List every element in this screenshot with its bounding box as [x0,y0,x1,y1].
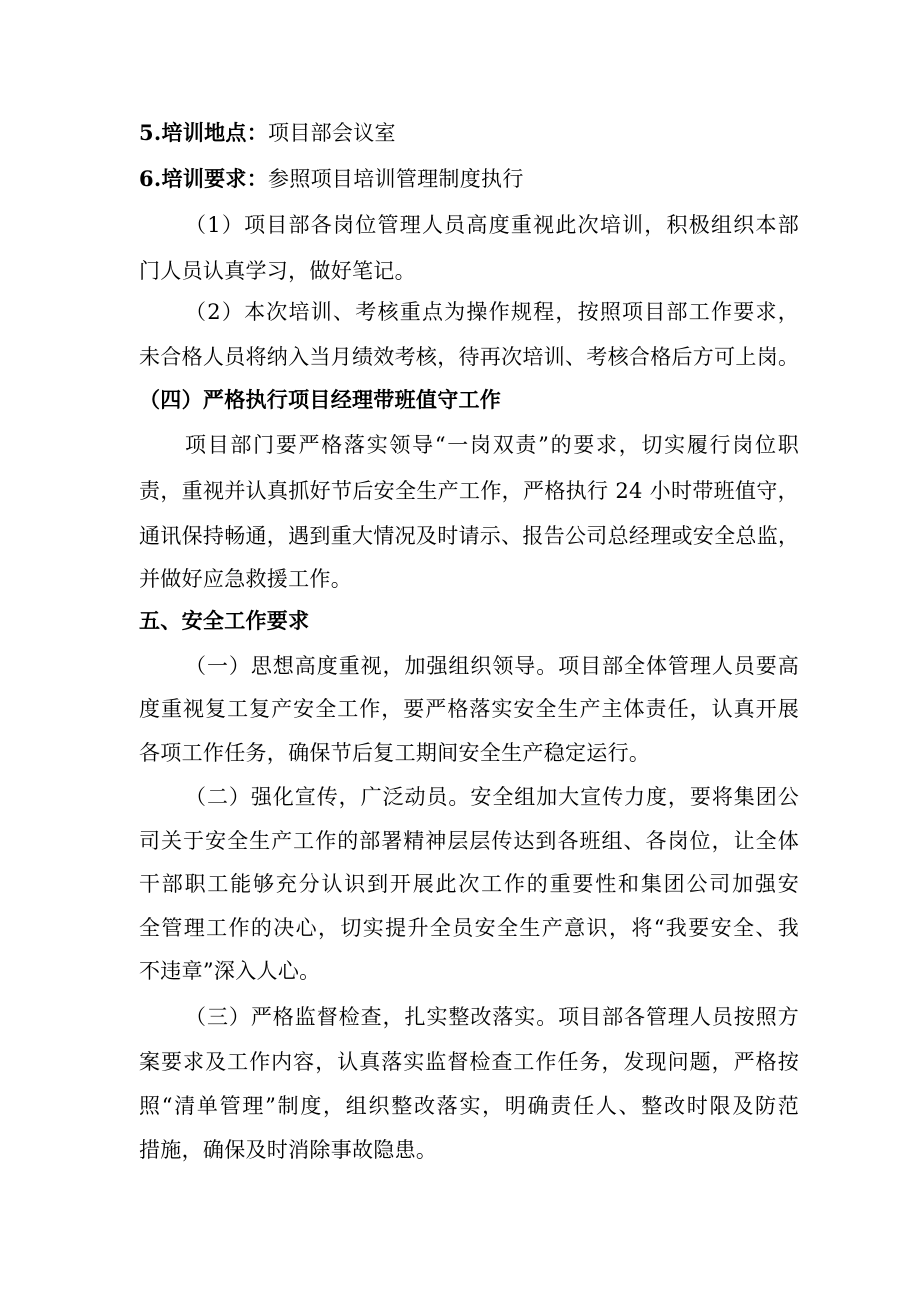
item-label: 5.培训地点： [139,120,269,145]
paragraph-line: （三）严格监督检查，扎实整改落实。项目部各管理人员按照方 [185,1005,799,1029]
paragraph-line: 司关于安全生产工作的部署精神层层传达到各班组、各岗位，让全体 [139,829,799,853]
paragraph-line: 未合格人员将纳入当月绩效考核，待再次培训、考核合格后方可上岗。 [139,345,800,369]
paragraph-line: （2）本次培训、考核重点为操作规程，按照项目部工作要求， [185,300,799,324]
paragraph-line: 干部职工能够充分认识到开展此次工作的重要性和集团公司加强安 [139,872,799,896]
paragraph-line: 措施，确保及时消除事故隐患。 [139,1138,438,1162]
section-heading: 五、安全工作要求 [139,608,310,633]
item-label: 6.培训要求： [139,166,269,191]
section-heading: （四）严格执行项目经理带班值守工作 [139,387,502,412]
paragraph-line: 通讯保持畅通，遇到重大情况及时请示、报告公司总经理或安全总监， [139,524,800,548]
paragraph-line: 并做好应急救援工作。 [139,567,352,591]
paragraph-line: （二）强化宣传，广泛动员。安全组加大宣传力度，要将集团公 [185,785,799,809]
paragraph-line: 全管理工作的决心，切实提升全员安全生产意识，将“我要安全、我 [139,916,799,940]
paragraph-line: 不违章”深入人心。 [139,959,321,983]
item-text: 项目部会议室 [268,121,396,145]
paragraph-line: 责，重视并认真抓好节后安全生产工作，严格执行 24 小时带班值守， [139,479,799,503]
item-text: 参照项目培训管理制度执行 [268,167,524,191]
paragraph-line: 照“清单管理”制度，组织整改落实，明确责任人、整改时限及防范 [139,1094,799,1118]
item-training-location [139,118,799,148]
paragraph-line: 项目部门要严格落实领导“一岗双责”的要求，切实履行岗位职 [185,433,799,457]
paragraph-line: 门人员认真学习，做好笔记。 [139,259,416,283]
paragraph-line: 度重视复工复产安全工作，要严格落实安全生产主体责任，认真开展 [139,697,799,721]
paragraph-line: （1）项目部各岗位管理人员高度重视此次培训，积极组织本部 [185,213,799,237]
paragraph-line: 案要求及工作内容，认真落实监督检查工作任务，发现问题，严格按 [139,1050,799,1074]
paragraph-line: 各项工作任务，确保节后复工期间安全生产稳定运行。 [139,741,651,765]
paragraph-line: （一）思想高度重视，加强组织领导。项目部全体管理人员要高 [185,654,799,678]
item-training-requirements [139,164,799,194]
